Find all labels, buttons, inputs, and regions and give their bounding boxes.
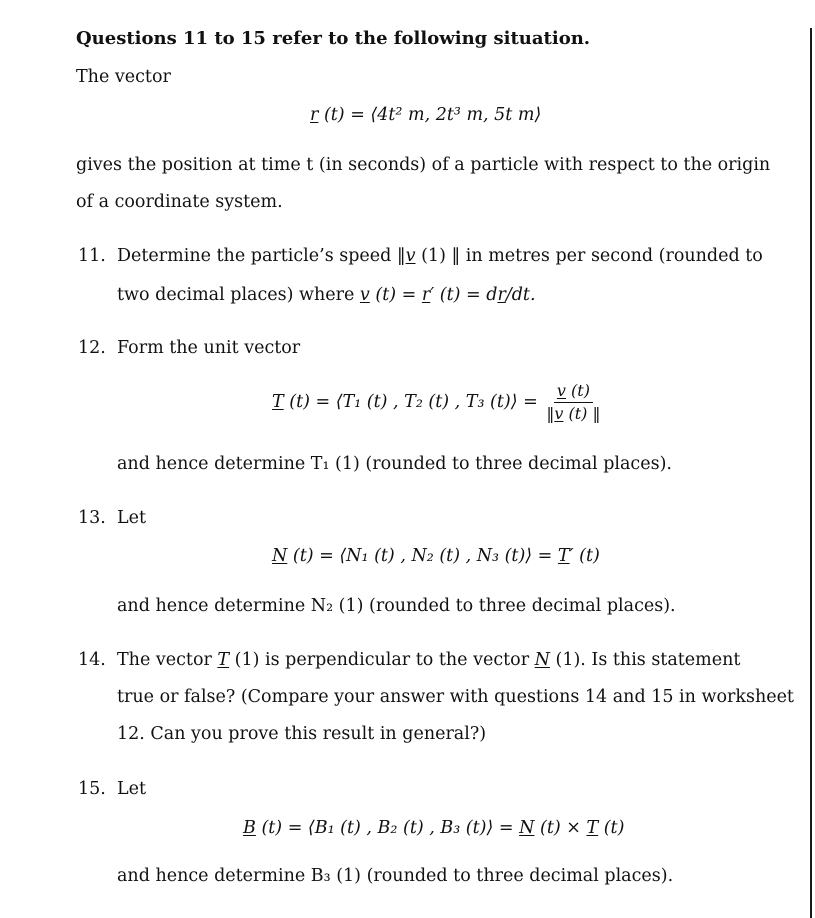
intro-line-3: of a coordinate system.	[76, 192, 283, 212]
vector-v: v	[554, 404, 564, 423]
fraction-numerator	[554, 382, 593, 403]
vector-v: v	[359, 285, 370, 305]
unit-normal-components: (t) = ⟨N₁ (t) , N₂ (t) , N₃ (t)⟩ =	[287, 546, 558, 566]
unit-normal-equation	[272, 545, 600, 567]
binormal-arg: (t)	[598, 818, 625, 838]
question-12-intro: Form the unit vector	[117, 338, 301, 358]
q11-text-c: two decimal places) where	[117, 285, 360, 305]
question-11-line-1	[117, 245, 763, 267]
q14-text-b: (1) is perpendicular to the vector	[229, 650, 535, 670]
intro-line-2: gives the position at time t (in seconds) of a particle with respect to the origin	[76, 155, 771, 175]
question-11-number: 11.	[78, 246, 106, 266]
binormal-equation	[243, 817, 624, 839]
q14-text-a: The vector	[117, 650, 218, 670]
norm-close: (t) ‖	[563, 404, 601, 423]
vector-v: v	[405, 246, 416, 266]
q11-text-e: ′ (t) = d	[430, 285, 498, 305]
question-13-outro: and hence determine N₂ (1) (rounded to three decimal places).	[117, 596, 676, 616]
vector-r: r	[497, 285, 506, 305]
question-13-intro: Let	[117, 508, 147, 528]
q11-text-a: Determine the particle’s speed ‖	[117, 246, 406, 266]
intro-line-1: The vector	[76, 67, 171, 87]
question-14-number: 14.	[78, 650, 106, 670]
q11-text-d: (t) =	[369, 285, 422, 305]
unit-tangent-components: (t) = ⟨T₁ (t) , T₂ (t) , T₃ (t)⟩ =	[283, 392, 538, 412]
vector-T: T	[272, 392, 284, 412]
question-15-outro: and hence determine B₃ (1) (rounded to three decimal places).	[117, 866, 674, 886]
fraction-denominator	[543, 403, 603, 423]
position-vector-equation	[310, 104, 541, 126]
vector-v: v	[556, 381, 566, 400]
question-14-line-1	[117, 649, 740, 671]
question-15-intro: Let	[117, 779, 147, 799]
vector-B: B	[243, 818, 256, 838]
binormal-components: (t) = ⟨B₁ (t) , B₂ (t) , B₃ (t)⟩ =	[255, 818, 520, 838]
vector-r: r	[421, 285, 431, 305]
norm-open: ‖	[546, 404, 555, 423]
unit-tangent-fraction	[543, 382, 603, 423]
vector-N: N	[519, 818, 535, 838]
position-vector-rhs: (t) = ⟨4t² m, 2t³ m, 5t m⟩	[318, 105, 542, 125]
numerator-arg: (t)	[565, 381, 590, 400]
question-12-number: 12.	[78, 338, 106, 358]
cross-product: (t) ×	[534, 818, 587, 838]
derivative-mark: ′ (t)	[569, 546, 600, 566]
vector-r: r	[310, 105, 319, 125]
vector-N: N	[272, 546, 288, 566]
vector-T: T	[586, 818, 599, 838]
section-heading: Questions 11 to 15 refer to the following situation.	[76, 28, 591, 49]
question-14-line-3: 12. Can you prove this result in general?)	[117, 724, 487, 744]
page-edge	[810, 28, 812, 918]
vector-T: T	[557, 546, 570, 566]
question-15-number: 15.	[78, 779, 106, 799]
question-11-line-2	[117, 284, 536, 306]
q11-text-b: (1) ‖ in metres per second (rounded to	[415, 246, 763, 266]
q14-text-c: (1). Is this statement	[549, 650, 741, 670]
vector-N: N	[534, 650, 550, 670]
vector-T: T	[217, 650, 230, 670]
question-13-number: 13.	[78, 508, 106, 528]
q11-text-f: /dt.	[505, 285, 536, 305]
unit-tangent-equation	[272, 382, 604, 423]
question-14-line-2: true or false? (Compare your answer with questions 14 and 15 in worksheet	[117, 687, 794, 707]
question-12-outro: and hence determine T₁ (1) (rounded to three decimal places).	[117, 454, 672, 474]
